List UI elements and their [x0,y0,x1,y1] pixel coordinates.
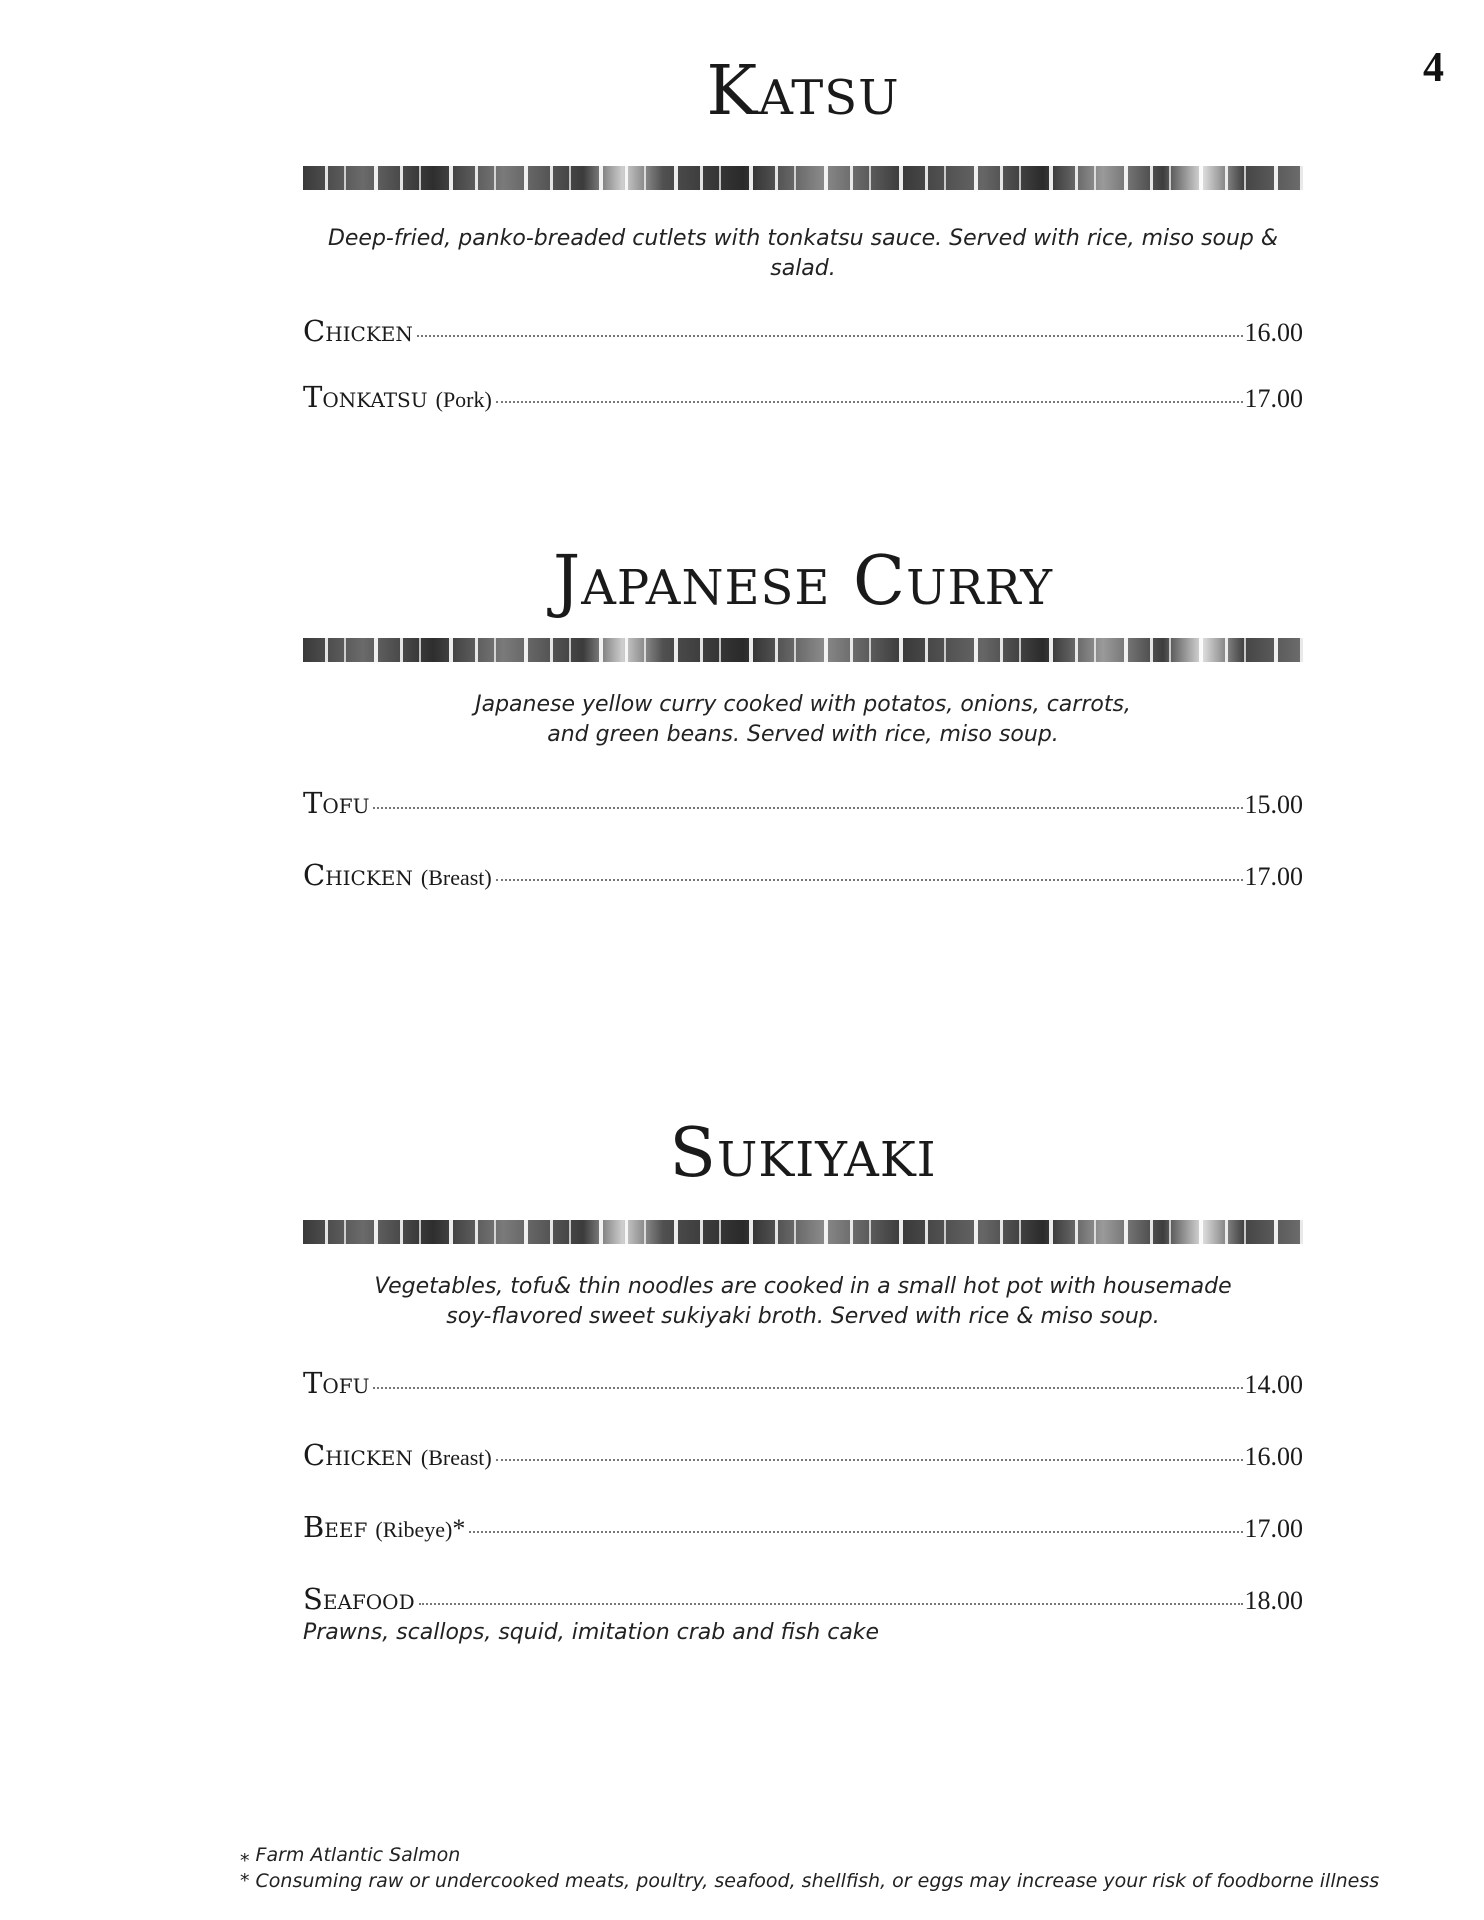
section-katsu [303,52,1303,446]
dot-leader [469,1531,1242,1533]
item-note: (Pork) [435,387,492,412]
item-name: Seafood [303,1582,415,1616]
item-price: 15.00 [1244,790,1303,819]
section-description [303,1272,1303,1332]
page-number: 4 [1423,45,1444,91]
dot-leader [496,1459,1243,1461]
item-price: 17.00 [1244,862,1303,891]
footnotes [240,1842,1379,1894]
item-price: 14.00 [1244,1370,1303,1399]
item-price: 16.00 [1244,318,1303,347]
item-note: (Breast) [420,865,492,890]
description-line: Deep-fried, panko-breaded cutlets with tonkatsu sauce. Served with rice, miso soup & salad. [327,226,1279,281]
item-asterisk: * [452,1514,466,1543]
footnote-food-safety: * Consuming raw or undercooked meats, poultry, seafood, shellfish, or eggs may increase your risk of foodborne illness [240,1870,1380,1892]
dot-leader [496,879,1243,881]
item-price: 17.00 [1244,384,1303,413]
menu-item-chicken [303,1438,1303,1510]
section-description [303,690,1303,750]
description-line: soy-flavored sweet sukiyaki broth. Served with rice & miso soup. [446,1304,1160,1329]
item-name: Beef [303,1510,368,1544]
item-name: Chicken [303,1438,413,1472]
dot-leader [417,335,1243,337]
item-name: Chicken [303,314,413,348]
dot-leader [373,807,1242,809]
menu-item-beef [303,1510,1303,1582]
footnote-salmon: ⁎ Farm Atlantic Salmon [240,1844,461,1866]
item-name: Tonkatsu [303,380,428,414]
description-line: Japanese yellow curry cooked with potatos, onions, carrots, [475,692,1131,717]
description-line: Vegetables, tofu& thin noodles are cooked in a small hot pot with housemade [374,1274,1232,1299]
menu-item-tonkatsu [303,380,1303,446]
menu-item-seafood [303,1582,1303,1618]
menu-item-tofu [303,1366,1303,1438]
decorative-banner [303,1220,1303,1244]
item-note: (Ribeye) [375,1517,453,1542]
item-name: Tofu [303,1366,370,1400]
item-price: 16.00 [1244,1442,1303,1471]
item-note: (Breast) [420,1445,492,1470]
section-sukiyaki [303,1114,1303,1645]
decorative-banner [303,166,1303,190]
item-price: 18.00 [1244,1586,1303,1615]
section-title: Sukiyaki [669,1114,937,1193]
dot-leader [419,1603,1243,1605]
menu-item-tofu [303,786,1303,858]
description-line: and green beans. Served with rice, miso soup. [547,722,1059,747]
item-name: Tofu [303,786,370,820]
section-description [303,224,1303,284]
item-price: 17.00 [1244,1514,1303,1543]
menu-item-chicken [303,858,1303,930]
section-japanese-curry [303,542,1303,930]
item-detail: Prawns, scallops, squid, imitation crab and fish cake [303,1620,880,1645]
menu-item-chicken [303,314,1303,380]
item-name: Chicken [303,858,413,892]
dot-leader [496,401,1243,403]
section-title: Japanese Curry [552,542,1054,621]
decorative-banner [303,638,1303,662]
section-title: Katsu [706,52,900,131]
dot-leader [373,1387,1242,1389]
